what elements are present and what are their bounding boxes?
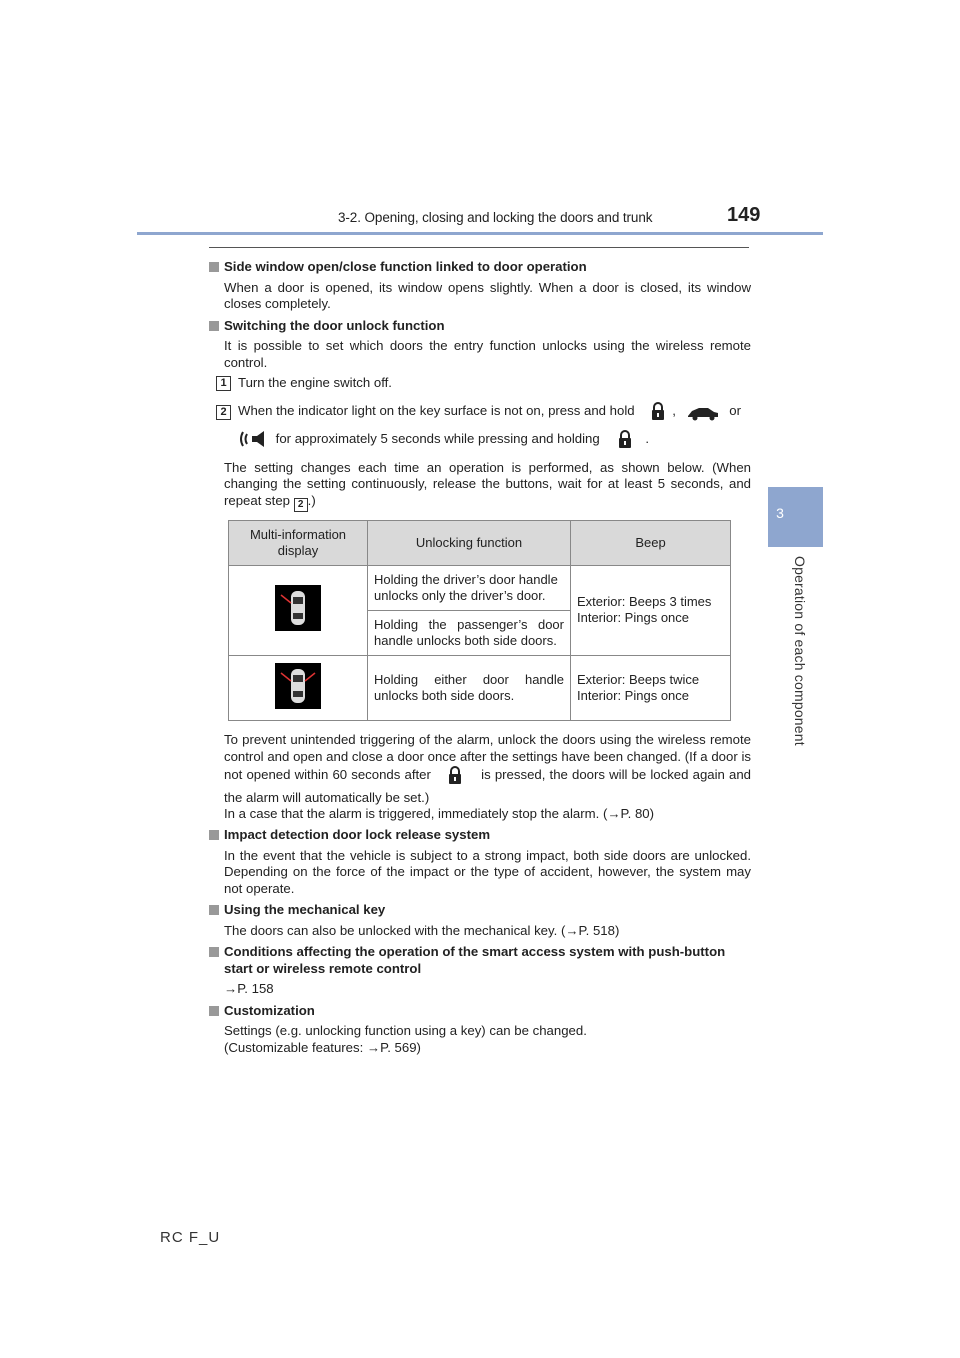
alarm-note: To prevent unintended triggering of the alarm, unlock the doors using the wireless remote control and open and close a door once after the settings have been changed. (If a door is not opened within 60 seconds after is pressed, the doors will be locked again and the alarm will automatically be set.) [224, 731, 752, 805]
lock-icon [617, 429, 633, 456]
side-window-text: When a door is opened, its window opens slightly. When a door is closed, its window closes completely. [224, 279, 751, 311]
bullet-square-icon [209, 830, 219, 840]
page-content [209, 259, 751, 1061]
section-customization [209, 1003, 751, 1057]
bullet-square-icon [209, 321, 219, 331]
step-2: 2 When the indicator light on the key surface is not on, press and hold , or for approximately 5 seconds while pressing and holding . [224, 400, 751, 456]
model-code: RC F_U [160, 1229, 221, 1246]
beep-cell: Exterior: Beeps twice Interior: Pings once [571, 655, 731, 720]
step-reference-box: 2 [294, 498, 308, 512]
step-1-text: Turn the engine switch off. [238, 375, 392, 390]
customization-text-a: Settings (e.g. unlocking function using a key) can be changed. [224, 1023, 587, 1038]
chapter-title: Operation of each component [792, 556, 808, 746]
step-2-text-a: When the indicator light on the key surface is not on, press and hold [238, 402, 635, 418]
unlock-function-table [228, 520, 731, 721]
function-cell: Holding either door handle unlocks both side doors. [368, 655, 571, 720]
section-impact [209, 827, 751, 897]
bullet-square-icon [209, 905, 219, 915]
function-cell: Holding the driver’s door handle unlocks only the driver’s door. [368, 565, 571, 610]
section-conditions [209, 944, 751, 998]
driver-door-display-icon [275, 585, 321, 631]
customization-text-b: (Customizable features: →P. 569) [224, 1039, 421, 1055]
lock-icon [650, 401, 666, 428]
table-row [229, 565, 731, 610]
section-title-impact: Impact detection door lock release system [224, 827, 491, 842]
impact-text: In the event that the vehicle is subject to a strong impact, both side doors are unlocked. Depending on the force of the impact or the type of accident, however, the system may not operate. [224, 847, 751, 896]
table-header: Multi-information display [229, 520, 368, 565]
content-top-rule [209, 247, 749, 248]
step-2-text-b: for approximately 5 seconds while pressing and holding [275, 430, 600, 446]
display-cell [229, 655, 368, 720]
section-switching-unlock [209, 318, 751, 823]
bullet-square-icon [209, 1006, 219, 1016]
section-title-customization: Customization [224, 1002, 315, 1018]
step-number-box: 1 [216, 376, 231, 391]
alarm-stop-text: In a case that the alarm is triggered, immediately stop the alarm. (→P. 80) [224, 805, 655, 821]
function-cell: Holding the passenger’s door handle unlocks both side doors. [368, 610, 571, 655]
table-row [229, 655, 731, 720]
section-side-window [209, 259, 751, 313]
section-title: 3-2. Opening, closing and locking the doors and trunk [338, 210, 653, 225]
chapter-number: 3 [776, 505, 784, 521]
lock-icon [447, 765, 463, 789]
display-cell [229, 565, 368, 655]
conditions-text: →P. 158 [224, 981, 274, 996]
table-header-row [229, 520, 731, 565]
section-title-conditions: Conditions affecting the operation of the smart access system with push-button start or wireless remote control [224, 944, 726, 976]
section-title-mechanical-key: Using the mechanical key [224, 902, 386, 917]
section-mechanical-key [209, 902, 751, 939]
panic-alarm-icon [238, 429, 268, 456]
both-doors-display-icon [275, 663, 321, 709]
bullet-square-icon [209, 947, 219, 957]
car-trunk-icon [686, 405, 720, 428]
table-header: Beep [571, 520, 731, 565]
step-number-box: 2 [216, 405, 231, 420]
bullet-square-icon [209, 262, 219, 272]
mechanical-key-text: The doors can also be unlocked with the mechanical key. (→P. 518) [224, 922, 620, 938]
beep-cell: Exterior: Beeps 3 times Interior: Pings once [571, 565, 731, 655]
table-header: Unlocking function [368, 520, 571, 565]
section-title-switching-unlock: Switching the door unlock function [224, 317, 445, 333]
section-title-side-window: Side window open/close function linked to door operation [224, 259, 587, 274]
step-1 [220, 375, 751, 392]
setting-change-text: The setting changes each time an operation is performed, as shown below. (When changing the setting continuously, release the buttons, wait for at least 5 seconds, and repeat step 2 .) [224, 459, 751, 510]
page-number: 149 [727, 204, 761, 226]
header-divider [137, 232, 823, 235]
switching-unlock-text: It is possible to set which doors the entry function unlocks using the wireless remote control. [224, 338, 751, 370]
